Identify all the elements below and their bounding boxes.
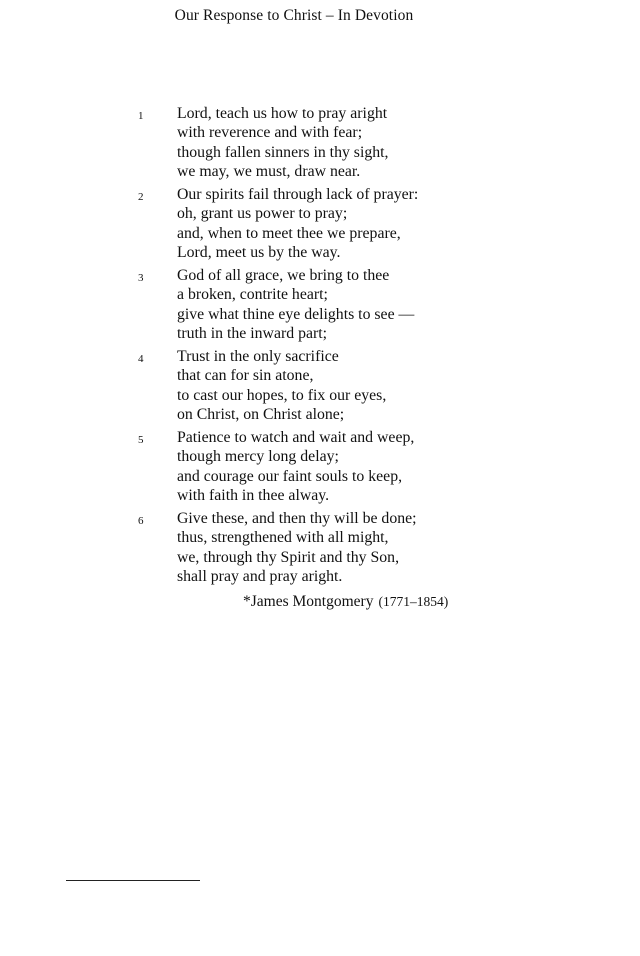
author-dates: (1771–1854) bbox=[378, 594, 449, 609]
verse-line: though fallen sinners in thy sight, bbox=[177, 143, 389, 161]
verse-line: with faith in thee alway. bbox=[177, 486, 330, 504]
stanza-number: 4 bbox=[138, 353, 144, 365]
stanza-5 bbox=[0, 428, 640, 509]
verse-line: though mercy long delay; bbox=[177, 448, 339, 466]
stanza-number: 5 bbox=[138, 434, 144, 446]
verse-line: with reverence and with fear; bbox=[177, 124, 363, 142]
stanza-6 bbox=[0, 509, 640, 590]
verse-line: God of all grace, we bring to thee bbox=[177, 267, 390, 284]
stanza-lines bbox=[177, 347, 386, 424]
hymn-text bbox=[0, 104, 640, 590]
verse-line: to cast our hopes, to fix our eyes, bbox=[177, 386, 387, 404]
stanza-number: 2 bbox=[138, 191, 144, 203]
stanza-number: 6 bbox=[138, 515, 144, 527]
stanza-number: 1 bbox=[138, 110, 144, 122]
stanza-3 bbox=[0, 266, 640, 347]
verse-line: we, through thy Spirit and thy Son, bbox=[177, 548, 400, 566]
verse-line: Trust in the only sacrifice bbox=[177, 348, 339, 365]
verse-line: and courage our faint souls to keep, bbox=[177, 467, 403, 485]
verse-line: Patience to watch and wait and weep, bbox=[177, 429, 415, 446]
verse-line: Lord, meet us by the way. bbox=[177, 243, 341, 261]
stanza-lines bbox=[177, 104, 388, 181]
verse-line: oh, grant us power to pray; bbox=[177, 205, 348, 223]
verse-line: thus, strengthened with all might, bbox=[177, 529, 389, 547]
verse-line: Give these, and then thy will be done; bbox=[177, 510, 417, 527]
verse-line: shall pray and pray aright. bbox=[177, 567, 343, 585]
verse-line: a broken, contrite heart; bbox=[177, 286, 328, 304]
attribution bbox=[243, 593, 448, 611]
stanza-lines bbox=[177, 266, 414, 343]
verse-line: we may, we must, draw near. bbox=[177, 162, 361, 180]
stanza-lines bbox=[177, 428, 414, 505]
stanza-lines bbox=[177, 185, 418, 262]
running-head: Our Response to Christ – In Devotion bbox=[174, 7, 414, 24]
verse-line: and, when to meet thee we prepare, bbox=[177, 224, 401, 242]
stanza-number: 3 bbox=[138, 272, 144, 284]
author-name: *James Montgomery bbox=[243, 593, 374, 610]
stanza-4 bbox=[0, 347, 640, 428]
stanza-2 bbox=[0, 185, 640, 266]
verse-line: Lord, teach us how to pray aright bbox=[177, 105, 388, 122]
verse-line: give what thine eye delights to see — bbox=[177, 305, 415, 323]
footnote-rule bbox=[66, 880, 200, 881]
verse-line: on Christ, on Christ alone; bbox=[177, 405, 345, 423]
stanza-1 bbox=[0, 104, 640, 185]
verse-line: truth in the inward part; bbox=[177, 324, 328, 342]
stanza-lines bbox=[177, 509, 417, 586]
verse-line: Our spirits fail through lack of prayer: bbox=[177, 186, 419, 203]
verse-line: that can for sin atone, bbox=[177, 367, 314, 385]
